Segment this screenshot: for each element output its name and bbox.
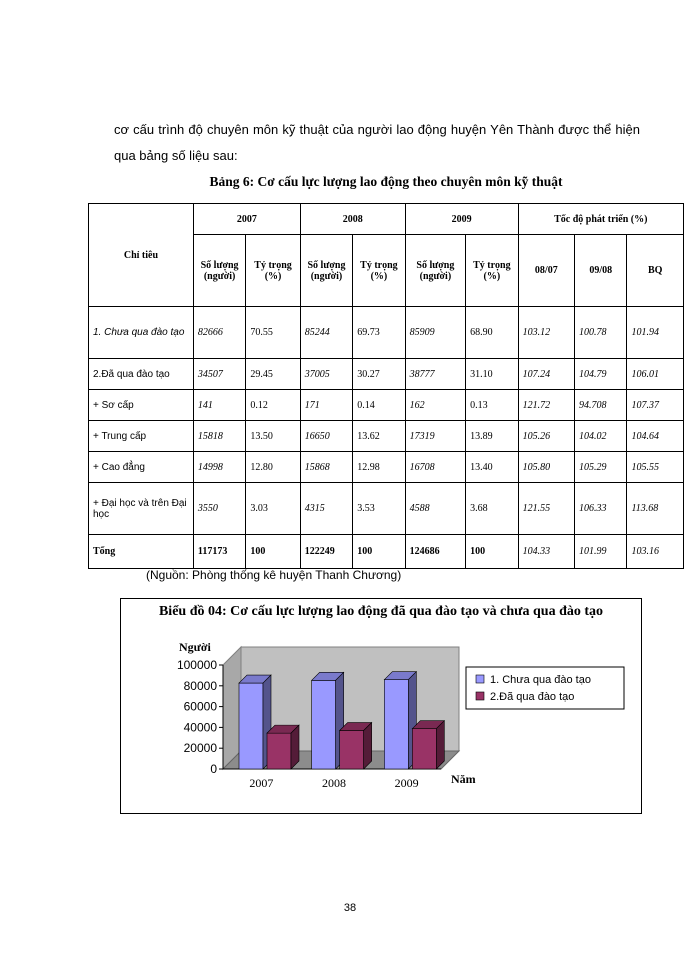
table-cell: 13.62 [353,421,405,452]
table-cell: 14998 [193,452,245,483]
table-cell: 3550 [193,483,245,535]
table-cell: 100 [246,535,300,569]
header-growth-08-07: 08/07 [518,235,574,307]
bar-side [291,725,299,769]
table-cell: 107.37 [627,390,684,421]
table-cell: 105.29 [575,452,627,483]
table-cell: 3.53 [353,483,405,535]
row-label: 2.Đã qua đào tạo [89,359,194,390]
table-cell: 16650 [300,421,352,452]
header-ty-trong: Tỷ trọng (%) [466,235,518,307]
table-cell: 94.708 [575,390,627,421]
table-row [89,483,684,535]
row-label: + Trung cấp [89,421,194,452]
header-ty-trong: Tỷ trọng (%) [353,235,405,307]
table-cell: 82666 [193,307,245,359]
table-cell: 70.55 [246,307,300,359]
table-cell: 141 [193,390,245,421]
header-growth-bq: BQ [627,235,684,307]
header-growth-09-08: 09/08 [575,235,627,307]
table-cell: 124686 [405,535,466,569]
data-table [88,203,684,569]
table-cell: 171 [300,390,352,421]
legend-label: 2.Đã qua đào tạo [490,691,575,703]
table-cell: 0.13 [466,390,518,421]
legend-label: 1. Chưa qua đào tạo [490,674,591,686]
table-cell: 37005 [300,359,352,390]
chart-title: Biểu đồ 04: Cơ cấu lực lượng lao động đã qua đào tạo và chưa qua đào tạo [158,604,604,619]
table-cell: 113.68 [627,483,684,535]
table-cell: 101.94 [627,307,684,359]
table-cell: 105.80 [518,452,574,483]
table-cell: 15818 [193,421,245,452]
table-total-row [89,535,684,569]
y-axis-label: Người [179,640,211,654]
y-tick-label: 80000 [183,678,217,693]
table-title: Bảng 6: Cơ cấu lực lượng lao động theo chuyên môn kỹ thuật [209,174,563,189]
table-cell: 16708 [405,452,466,483]
row-label: 1. Chưa qua đào tạo [89,307,194,359]
legend-swatch [476,692,484,700]
x-axis-label: Năm [451,772,476,786]
table-row [89,421,684,452]
legend-swatch [476,675,484,683]
y-tick-label: 60000 [183,699,217,714]
row-label: + Cao đẳng [89,452,194,483]
table-cell: 104.02 [575,421,627,452]
table-cell: 121.72 [518,390,574,421]
table-cell: 107.24 [518,359,574,390]
page-number: 38 [343,902,357,914]
table-cell: 104.64 [627,421,684,452]
bar-side [436,721,444,769]
table-cell: 85909 [405,307,466,359]
table-row [89,390,684,421]
table-cell: 30.27 [353,359,405,390]
table-cell: 100 [466,535,518,569]
y-tick-label: 100000 [176,658,217,672]
bar-side [364,723,372,769]
table-cell: 68.90 [466,307,518,359]
y-tick-label: 20000 [183,741,217,756]
table-cell: 117173 [193,535,245,569]
table-cell: 15868 [300,452,352,483]
table-cell: 31.10 [466,359,518,390]
bar-chart [121,599,641,813]
header-year-2007: 2007 [193,204,300,235]
table-cell: 162 [405,390,466,421]
table-cell: 17319 [405,421,466,452]
table-cell: 104.79 [575,359,627,390]
row-label: + Sơ cấp [89,390,194,421]
table-cell: 34507 [193,359,245,390]
table-cell: 12.98 [353,452,405,483]
table-cell: 105.26 [518,421,574,452]
table-cell: 3.68 [466,483,518,535]
table-cell: 13.89 [466,421,518,452]
table-cell: 38777 [405,359,466,390]
bar-da-qua-dao-tao-2008 [340,731,364,769]
row-label: Tổng [89,535,194,569]
table-cell: 101.99 [575,535,627,569]
table-cell: 13.40 [466,452,518,483]
bar-chua-qua-dao-tao-2008 [312,680,336,769]
table-cell: 105.55 [627,452,684,483]
table-cell: 100 [353,535,405,569]
table-cell: 4315 [300,483,352,535]
bar-da-qua-dao-tao-2009 [412,729,436,769]
header-chi-tieu: Chỉ tiêu [89,204,194,307]
table-cell: 29.45 [246,359,300,390]
header-growth: Tốc độ phát triển (%) [518,204,683,235]
bar-da-qua-dao-tao-2007 [267,733,291,769]
table-cell: 12.80 [246,452,300,483]
table-body [89,307,684,569]
header-so-luong: Số lượng (người) [193,235,245,307]
table-cell: 4588 [405,483,466,535]
table-row [89,359,684,390]
bar-chua-qua-dao-tao-2009 [384,680,408,769]
y-tick-label: 0 [210,762,217,776]
x-tick-label: 2007 [249,776,274,790]
chart-container [120,598,642,814]
source-note: (Nguồn: Phòng thống kê huyện Thanh Chương) [146,568,402,582]
table-cell: 69.73 [353,307,405,359]
chart-side-wall [223,647,241,769]
y-tick-label: 40000 [183,720,217,735]
header-year-2008: 2008 [300,204,405,235]
table-cell: 122249 [300,535,352,569]
header-so-luong: Số lượng (người) [405,235,466,307]
table-cell: 106.33 [575,483,627,535]
x-tick-label: 2009 [394,776,419,790]
table-cell: 0.12 [246,390,300,421]
header-so-luong: Số lượng (người) [300,235,352,307]
intro-paragraph: cơ cấu trình độ chuyên môn kỹ thuật của người lao động huyện Yên Thành được thể hiện qua bảng số liệu sau: [114,122,640,163]
header-year-2009: 2009 [405,204,518,235]
table-cell: 104.33 [518,535,574,569]
table-cell: 3.03 [246,483,300,535]
x-tick-label: 2008 [322,776,346,790]
table-cell: 85244 [300,307,352,359]
table-cell: 106.01 [627,359,684,390]
table-cell: 13.50 [246,421,300,452]
table-cell: 121.55 [518,483,574,535]
table-cell: 103.16 [627,535,684,569]
table-cell: 103.12 [518,307,574,359]
table-row [89,307,684,359]
table-cell: 100.78 [575,307,627,359]
header-ty-trong: Tỷ trọng (%) [246,235,300,307]
table-cell: 0.14 [353,390,405,421]
table-row [89,452,684,483]
bar-chua-qua-dao-tao-2007 [239,683,263,769]
row-label: + Đại học và trên Đại học [89,483,194,535]
